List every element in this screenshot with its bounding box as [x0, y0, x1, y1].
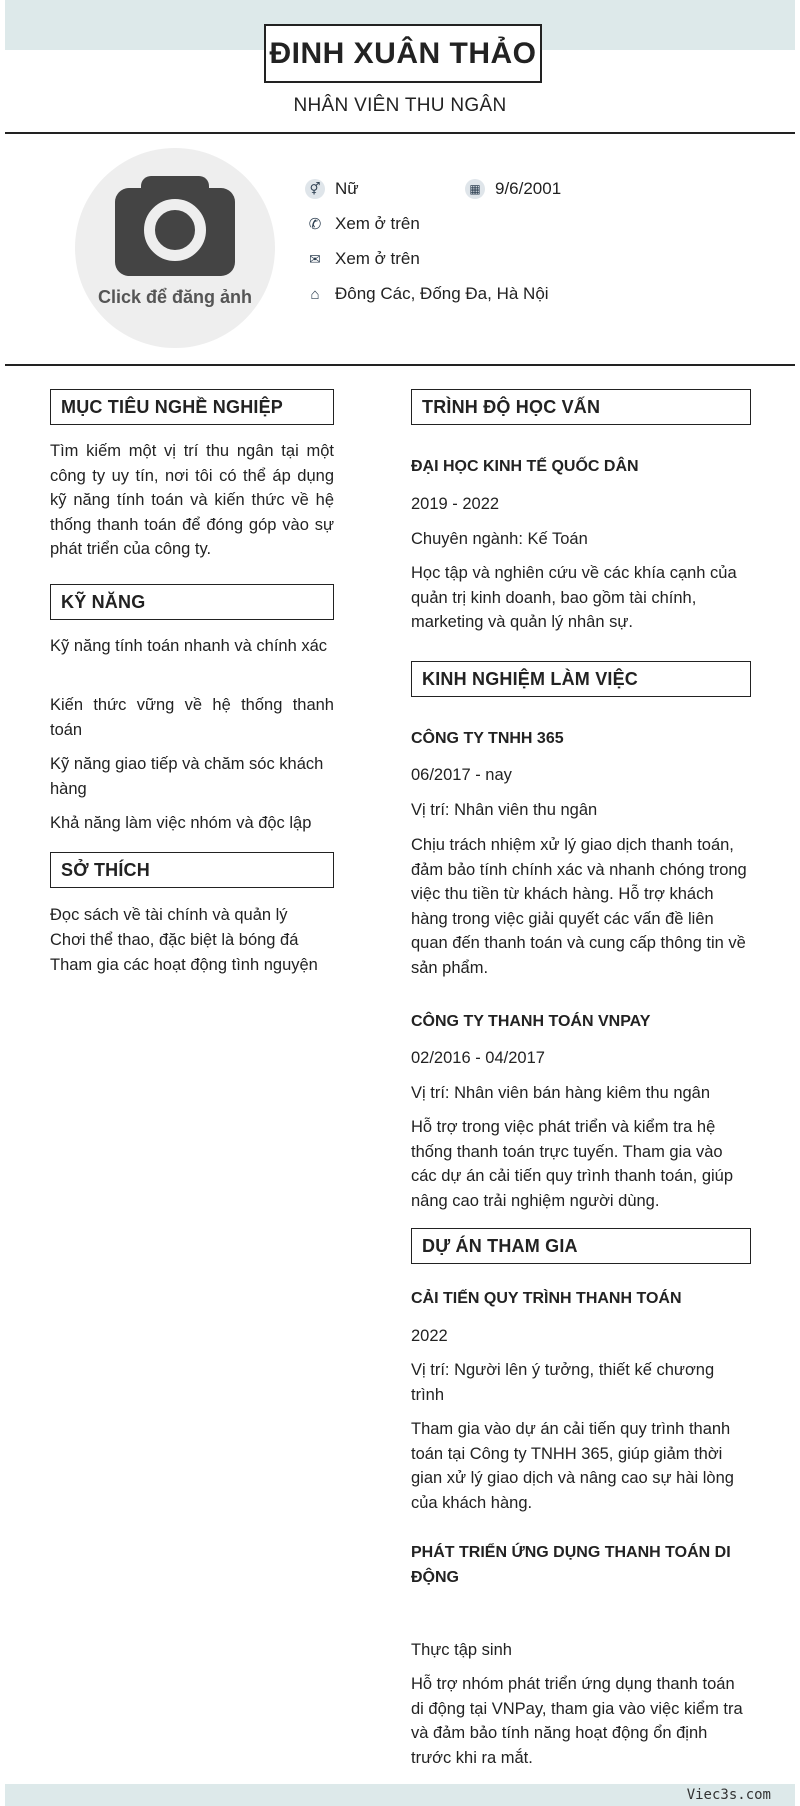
- hobby-item: Chơi thể thao, đặc biệt là bóng đá: [50, 931, 299, 949]
- phone-value: Xem ở trên: [335, 214, 420, 233]
- hobbies-title: SỞ THÍCH: [50, 852, 334, 888]
- project-position: Thực tập sinh: [411, 1641, 512, 1659]
- skill-item: Kỹ năng giao tiếp và chăm sóc khách hàng: [50, 755, 324, 798]
- job-title: NHÂN VIÊN THU NGÂN: [293, 95, 507, 116]
- school-name: ĐẠI HỌC KINH TẾ QUỐC DÂN: [411, 458, 639, 475]
- objective-text: Tìm kiếm một vị trí thu ngân tại một công ty uy tín, nơi tôi có thể áp dụng kỹ năng tính toán và kiến thức về hệ thống thanh toán để đóng góp vào sự phát triển của công ty.: [50, 442, 334, 558]
- project-name: PHÁT TRIỂN ỨNG DỤNG THANH TOÁN DI ĐỘNG: [411, 1544, 731, 1586]
- divider: [5, 364, 795, 366]
- email-value: Xem ở trên: [335, 249, 420, 268]
- hobby-item: Tham gia các hoạt động tình nguyện: [50, 956, 318, 974]
- home-icon: ⌂: [310, 285, 320, 303]
- address-item: [305, 284, 549, 304]
- education-description: Học tập và nghiên cứu về các khía cạnh của quản trị kinh doanh, bao gồm tài chính, marketing và quản lý nhân sự.: [411, 564, 737, 631]
- company-name: CÔNG TY THANH TOÁN VNPAY: [411, 1013, 651, 1030]
- project-year: 2022: [411, 1327, 448, 1345]
- avatar-upload[interactable]: [75, 148, 275, 348]
- resume-page: [5, 0, 795, 1806]
- skill-item: Khả năng làm việc nhóm và độc lập: [50, 814, 312, 832]
- job-period: 06/2017 - nay: [411, 766, 512, 784]
- skill-item: Kiến thức vững về hệ thống thanh toán: [50, 696, 334, 739]
- job-period: 02/2016 - 04/2017: [411, 1049, 545, 1067]
- address-value: Đông Các, Đống Đa, Hà Nội: [335, 284, 549, 303]
- projects-title: DỰ ÁN THAM GIA: [411, 1228, 751, 1264]
- skills-title: KỸ NĂNG: [50, 584, 334, 620]
- experience-title: KINH NGHIỆM LÀM VIỆC: [411, 661, 751, 697]
- project-description: Tham gia vào dự án cải tiến quy trình thanh toán tại Công ty TNHH 365, giúp giảm thời gian xử lý giao dịch và nâng cao sự hài lòng của khách hàng.: [411, 1420, 734, 1512]
- gender-icon: ⚥: [305, 179, 325, 199]
- hobby-item: Đọc sách về tài chính và quản lý: [50, 906, 288, 924]
- avatar-caption: Click để đăng ảnh: [97, 287, 253, 307]
- watermark: Viec3s.com: [686, 1787, 771, 1803]
- birthdate-value: 9/6/2001: [495, 179, 562, 198]
- project-description: Hỗ trợ nhóm phát triển ứng dụng thanh toán di động tại VNPay, tham gia vào việc kiểm tra và đảm bảo tính năng hoạt động ổn định trước khi ra mắt.: [411, 1675, 743, 1767]
- divider: [5, 132, 795, 134]
- calendar-icon: ▦: [465, 179, 485, 199]
- skill-item: Kỹ năng tính toán nhanh và chính xác: [50, 637, 328, 655]
- education-period: 2019 - 2022: [411, 495, 500, 513]
- mail-icon: ✉: [309, 250, 321, 267]
- gender-item: [305, 179, 359, 199]
- birthdate-item: [465, 179, 561, 199]
- email-item: [305, 249, 420, 269]
- footer-band: [5, 1784, 795, 1806]
- education-title: TRÌNH ĐỘ HỌC VẤN: [411, 389, 751, 425]
- project-position: Vị trí: Người lên ý tưởng, thiết kế chương trình: [411, 1361, 715, 1404]
- candidate-name: ĐINH XUÂN THẢO: [264, 24, 542, 83]
- job-position: Vị trí: Nhân viên thu ngân: [411, 801, 598, 819]
- project-name: CẢI TIẾN QUY TRÌNH THANH TOÁN: [411, 1290, 682, 1307]
- phone-item: [305, 214, 420, 234]
- education-major: Chuyên ngành: Kế Toán: [411, 530, 588, 548]
- objective-title: MỤC TIÊU NGHỀ NGHIỆP: [50, 389, 334, 425]
- company-name: CÔNG TY TNHH 365: [411, 730, 564, 747]
- gender-value: Nữ: [335, 179, 359, 198]
- job-description: Chịu trách nhiệm xử lý giao dịch thanh toán, đảm bảo tính chính xác và nhanh chóng trong việc thu tiền từ khách hàng. Hỗ trợ khách hàng trong việc giải quyết các vấn đề liên quan đến thanh toán và cung cấp thông tin về sản phẩm.: [411, 836, 747, 977]
- job-description: Hỗ trợ trong việc phát triển và kiểm tra hệ thống thanh toán trực tuyến. Tham gia vào các dự án cải tiến quy trình thanh toán, giúp nâng cao trải nghiệm người dùng.: [411, 1118, 734, 1210]
- phone-icon: ✆: [308, 216, 322, 233]
- job-position: Vị trí: Nhân viên bán hàng kiêm thu ngân: [411, 1084, 711, 1102]
